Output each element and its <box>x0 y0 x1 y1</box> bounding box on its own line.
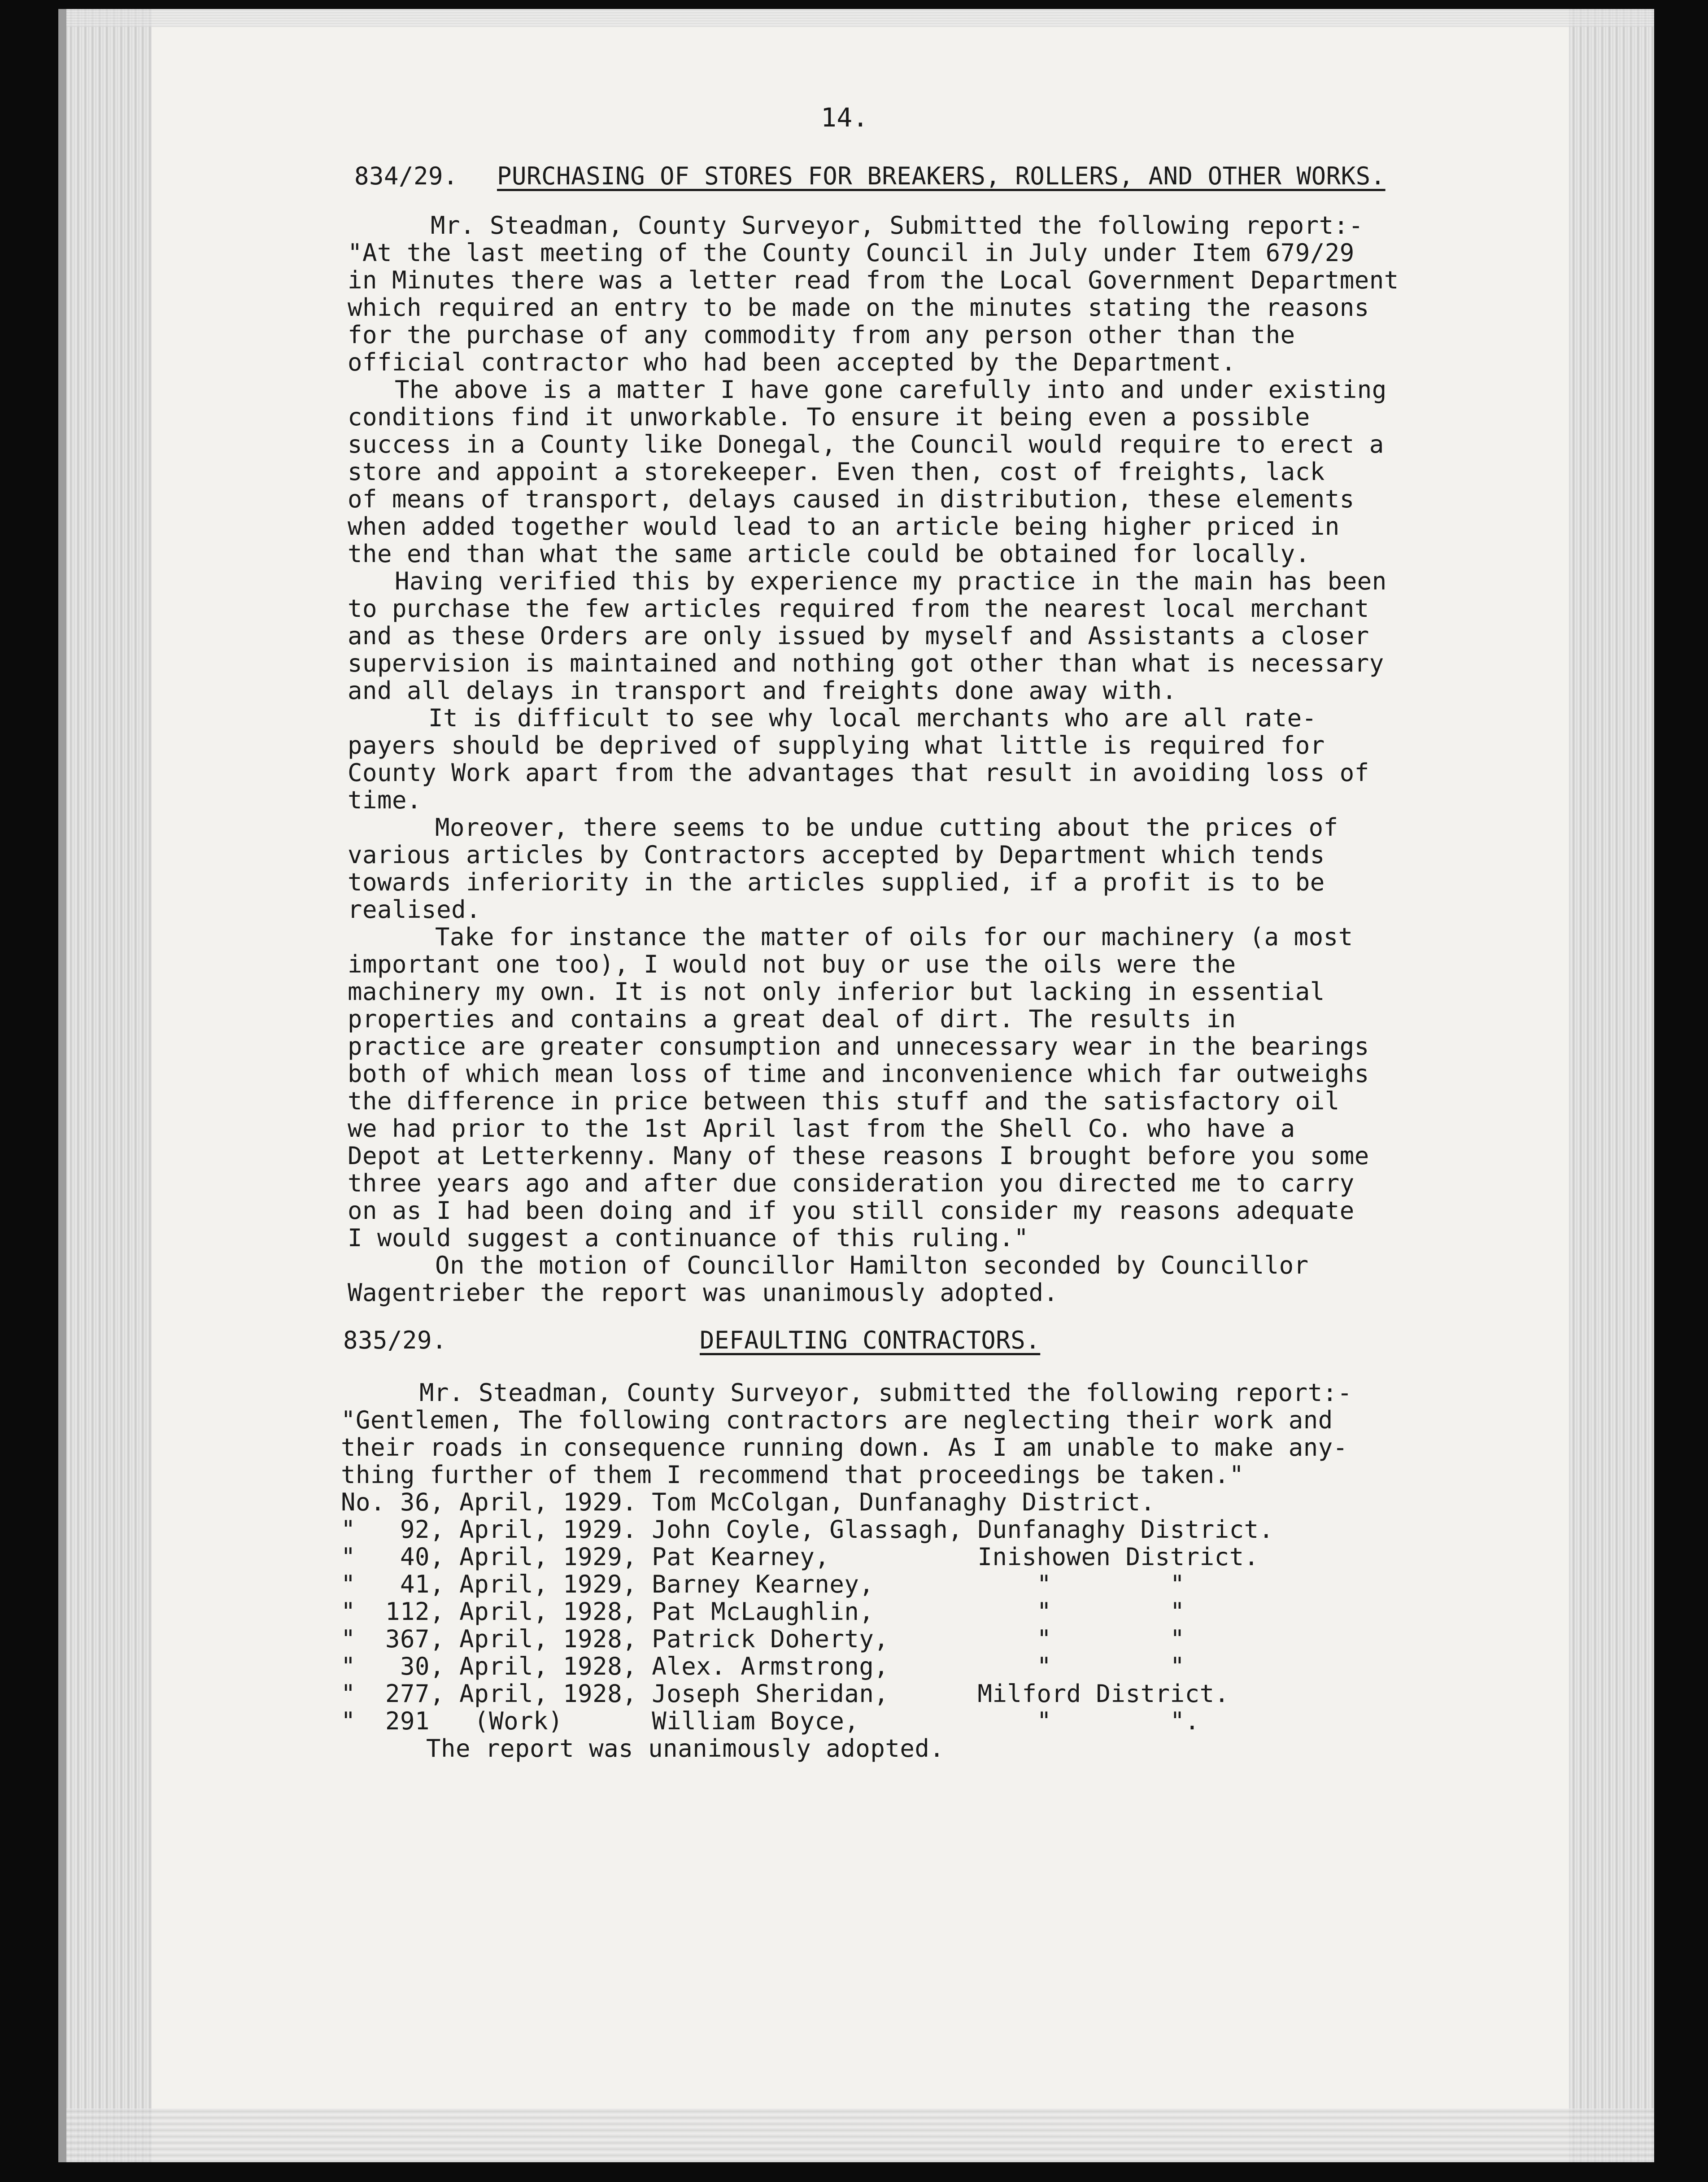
paragraph-line: Take for instance the matter of oils for our machinery (a most <box>435 923 1353 951</box>
paragraph-line: three years ago and after due consideration you directed me to carry <box>348 1169 1355 1197</box>
list-item: " 30, April, 1928, Alex. Armstrong, " " <box>341 1652 1185 1680</box>
paragraph-line: Having verified this by experience my practice in the main has been <box>395 567 1387 595</box>
paragraph-line: County Work apart from the advantages that result in avoiding loss of <box>348 759 1369 787</box>
list-item: No. 36, April, 1929. Tom McColgan, Dunfanaghy District. <box>341 1488 1155 1516</box>
paragraph-line: when added together would lead to an article being higher priced in <box>348 512 1340 541</box>
paragraph-line: realised. <box>348 895 481 924</box>
list-item: " 92, April, 1929. John Coyle, Glassagh, Dunfanaghy District. <box>341 1515 1274 1544</box>
paragraph-line: Mr. Steadman, County Surveyor, submitted the following report:- <box>419 1379 1352 1407</box>
paragraph-line: conditions find it unworkable. To ensure it being even a possible <box>348 403 1310 431</box>
top-page-edge <box>66 9 1654 27</box>
paragraph-line: on as I had been doing and if you still consider my reasons adequate <box>348 1196 1355 1225</box>
paragraph-line: The above is a matter I have gone carefully into and under existing <box>395 375 1387 404</box>
list-item: " 291 (Work) William Boyce, " ". <box>341 1707 1200 1735</box>
paragraph-line: in Minutes there was a letter read from the Local Government Department <box>348 266 1399 294</box>
list-item: " 40, April, 1929, Pat Kearney, Inishowen District. <box>341 1543 1259 1571</box>
paragraph-line: various articles by Contractors accepted by Department which tends <box>348 841 1325 869</box>
page-number: 14. <box>821 102 869 133</box>
paragraph-line: which required an entry to be made on the minutes stating the reasons <box>348 293 1369 322</box>
paragraph-line: store and appoint a storekeeper. Even then, cost of freights, lack <box>348 458 1325 486</box>
paragraph-line: "At the last meeting of the County Council in July under Item 679/29 <box>348 239 1355 267</box>
paragraph-line: both of which mean loss of time and inconvenience which far outweighs <box>348 1060 1369 1088</box>
paragraph-line: Wagentrieber the report was unanimously adopted. <box>348 1279 1059 1307</box>
paragraph-line: "Gentlemen, The following contractors are neglecting their work and <box>341 1406 1333 1434</box>
paragraph-line: towards inferiority in the articles supplied, if a profit is to be <box>348 868 1325 896</box>
section-title: DEFAULTING CONTRACTORS. <box>700 1326 1041 1354</box>
paragraph-line: we had prior to the 1st April last from the Shell Co. who have a <box>348 1114 1295 1143</box>
paragraph-line: thing further of them I recommend that proceedings be taken." <box>341 1461 1244 1489</box>
left-page-edge <box>66 9 152 2162</box>
paragraph-line: supervision is maintained and nothing got other than what is necessary <box>348 649 1384 677</box>
paragraph-line: time. <box>348 786 422 814</box>
right-page-edge <box>1569 9 1654 2162</box>
paragraph-line: It is difficult to see why local merchants who are all rate- <box>428 704 1317 732</box>
paragraph-line: for the purchase of any commodity from any person other than the <box>348 321 1295 349</box>
paragraph-line: On the motion of Councillor Hamilton seconded by Councillor <box>435 1251 1309 1279</box>
paragraph-line: and all delays in transport and freights done away with. <box>348 676 1177 705</box>
list-item: " 277, April, 1928, Joseph Sheridan, Milford District. <box>341 1680 1229 1708</box>
paragraph-line: payers should be deprived of supplying what little is required for <box>348 731 1325 759</box>
paragraph-line: Mr. Steadman, County Surveyor, Submitted the following report:- <box>431 211 1364 240</box>
list-item: " 367, April, 1928, Patrick Doherty, " " <box>341 1625 1185 1653</box>
list-item: " 112, April, 1928, Pat McLaughlin, " " <box>341 1597 1185 1626</box>
list-item: " 41, April, 1929, Barney Kearney, " " <box>341 1570 1185 1598</box>
paragraph-line: practice are greater consumption and unnecessary wear in the bearings <box>348 1032 1369 1060</box>
paragraph-line: the difference in price between this stuff and the satisfactory oil <box>348 1087 1340 1115</box>
paragraph-line: to purchase the few articles required from the nearest local merchant <box>348 594 1369 623</box>
section-number: 835/29. <box>343 1326 447 1354</box>
paragraph-line: I would suggest a continuance of this ruling." <box>348 1224 1029 1252</box>
paragraph-line: properties and contains a great deal of dirt. The results in <box>348 1005 1236 1033</box>
paragraph-line: of means of transport, delays caused in distribution, these elements <box>348 485 1355 513</box>
paragraph-line: Depot at Letterkenny. Many of these reasons I brought before you some <box>348 1142 1369 1170</box>
paragraph-line: official contractor who had been accepted by the Department. <box>348 348 1236 376</box>
section-number: 834/29. <box>354 162 458 190</box>
paragraph-line: important one too), I would not buy or use the oils were the <box>348 950 1236 978</box>
paragraph-line: the end than what the same article could be obtained for locally. <box>348 540 1310 568</box>
section-title: PURCHASING OF STORES FOR BREAKERS, ROLLERS, AND OTHER WORKS. <box>497 162 1386 190</box>
paragraph-line: their roads in consequence running down. As I am unable to make any- <box>341 1433 1348 1462</box>
paragraph-line: The report was unanimously adopted. <box>426 1734 945 1763</box>
paragraph-line: success in a County like Donegal, the Council would require to erect a <box>348 430 1384 458</box>
bottom-page-edge <box>66 2108 1654 2162</box>
paragraph-line: Moreover, there seems to be undue cutting about the prices of <box>435 813 1338 842</box>
paragraph-line: machinery my own. It is not only inferior but lacking in essential <box>348 978 1325 1006</box>
paragraph-line: and as these Orders are only issued by myself and Assistants a closer <box>348 622 1369 650</box>
